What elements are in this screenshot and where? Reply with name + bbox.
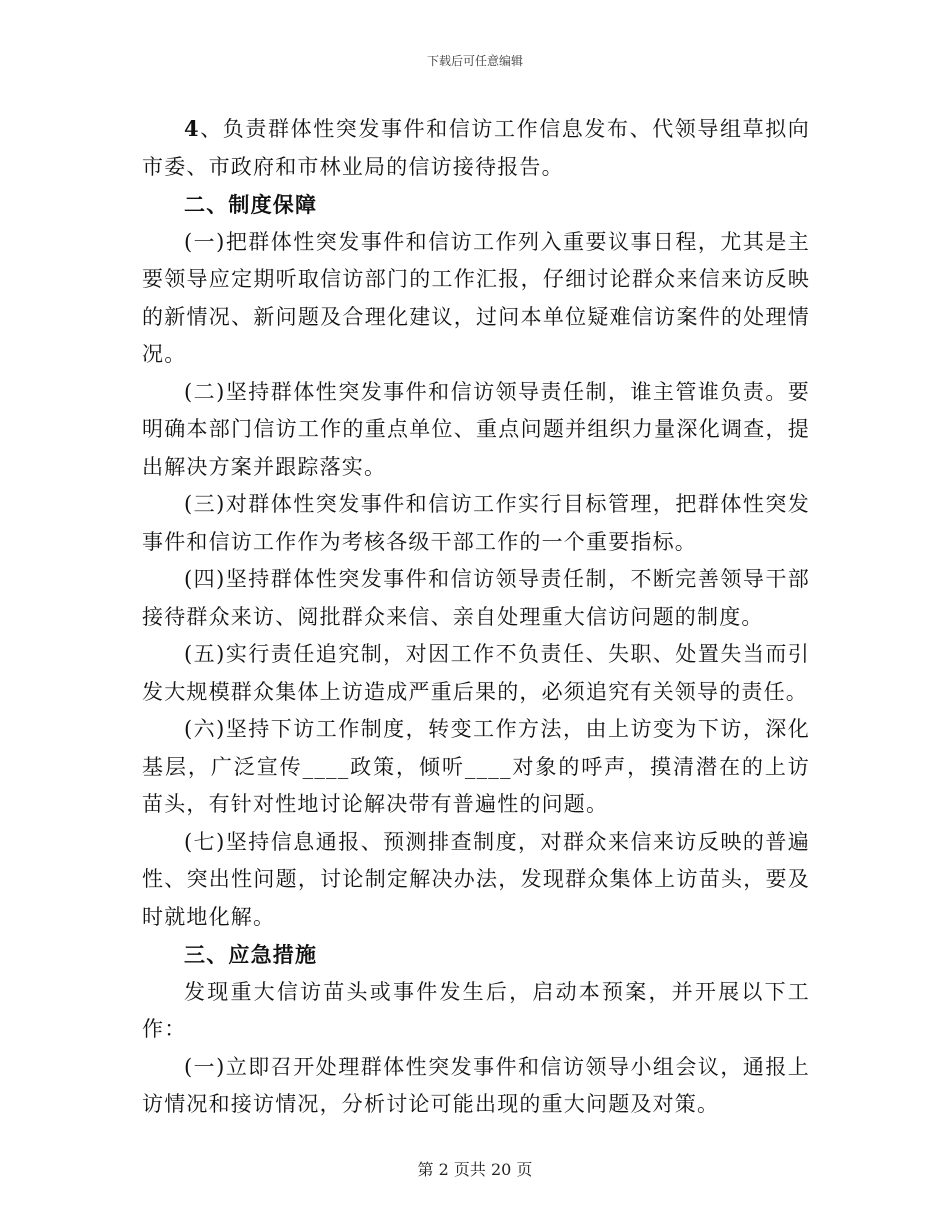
section-heading-2: 二、制度保障 [184,192,318,217]
document-body [142,110,810,1124]
paragraph: (七)坚持信息通报、预测排查制度，对群众来信来访反映的普遍性、突出性问题，讨论制定解决办法，发现群众集体上访苗头，要及时就地化解。 [142,829,810,929]
page-footer: 第 2 页共 20 页 [417,1160,533,1179]
paragraph: 发现重大信访苗头或事件发生后，启动本预案，并开展以下工作： [142,979,810,1041]
section-heading-3: 三、应急措施 [184,942,318,967]
paragraph: (二)坚持群体性突发事件和信访领导责任制，谁主管谁负责。要明确本部门信访工作的重点单位、重点问题并组织力量深化调查，提出解决方案并跟踪落实。 [142,379,810,479]
paragraph: (三)对群体性突发事件和信访工作实行目标管理，把群体性突发事件和信访工作作为考核各级干部工作的一个重要指标。 [142,492,810,554]
paragraph: (一)把群体性突发事件和信访工作列入重要议事日程，尤其是主要领导应定期听取信访部门的工作汇报，仔细讨论群众来信来访反映的新情况、新问题及合理化建议，过问本单位疑难信访案件的处理情况。 [142,229,810,366]
paragraph-item-4: 4、负责群体性突发事件和信访工作信息发布、代领导组草拟向市委、市政府和市林业局的信访接待报告。 [142,116,810,179]
paragraph: (六)坚持下访工作制度，转变工作方法，由上访变为下访，深化基层，广泛宣传____政策，倾听____对象的呼声，摸清潜在的上访苗头，有针对性地讨论解决带有普遍性的问题。 [142,717,810,816]
paragraph: (五)实行责任追究制，对因工作不负责任、失职、处置失当而引发大规模群众集体上访造成严重后果的，必须追究有关领导的责任。 [142,642,810,704]
page-header: 下载后可任意编辑 [426,54,523,68]
item-number: 4 [184,116,200,141]
paragraph: (四)坚持群体性突发事件和信访领导责任制，不断完善领导干部接待群众来访、阅批群众来信、亲自处理重大信访问题的制度。 [142,567,810,629]
paragraph: (一)立即召开处理群体性突发事件和信访领导小组会议，通报上访情况和接访情况，分析讨论可能出现的重大问题及对策。 [142,1054,810,1116]
